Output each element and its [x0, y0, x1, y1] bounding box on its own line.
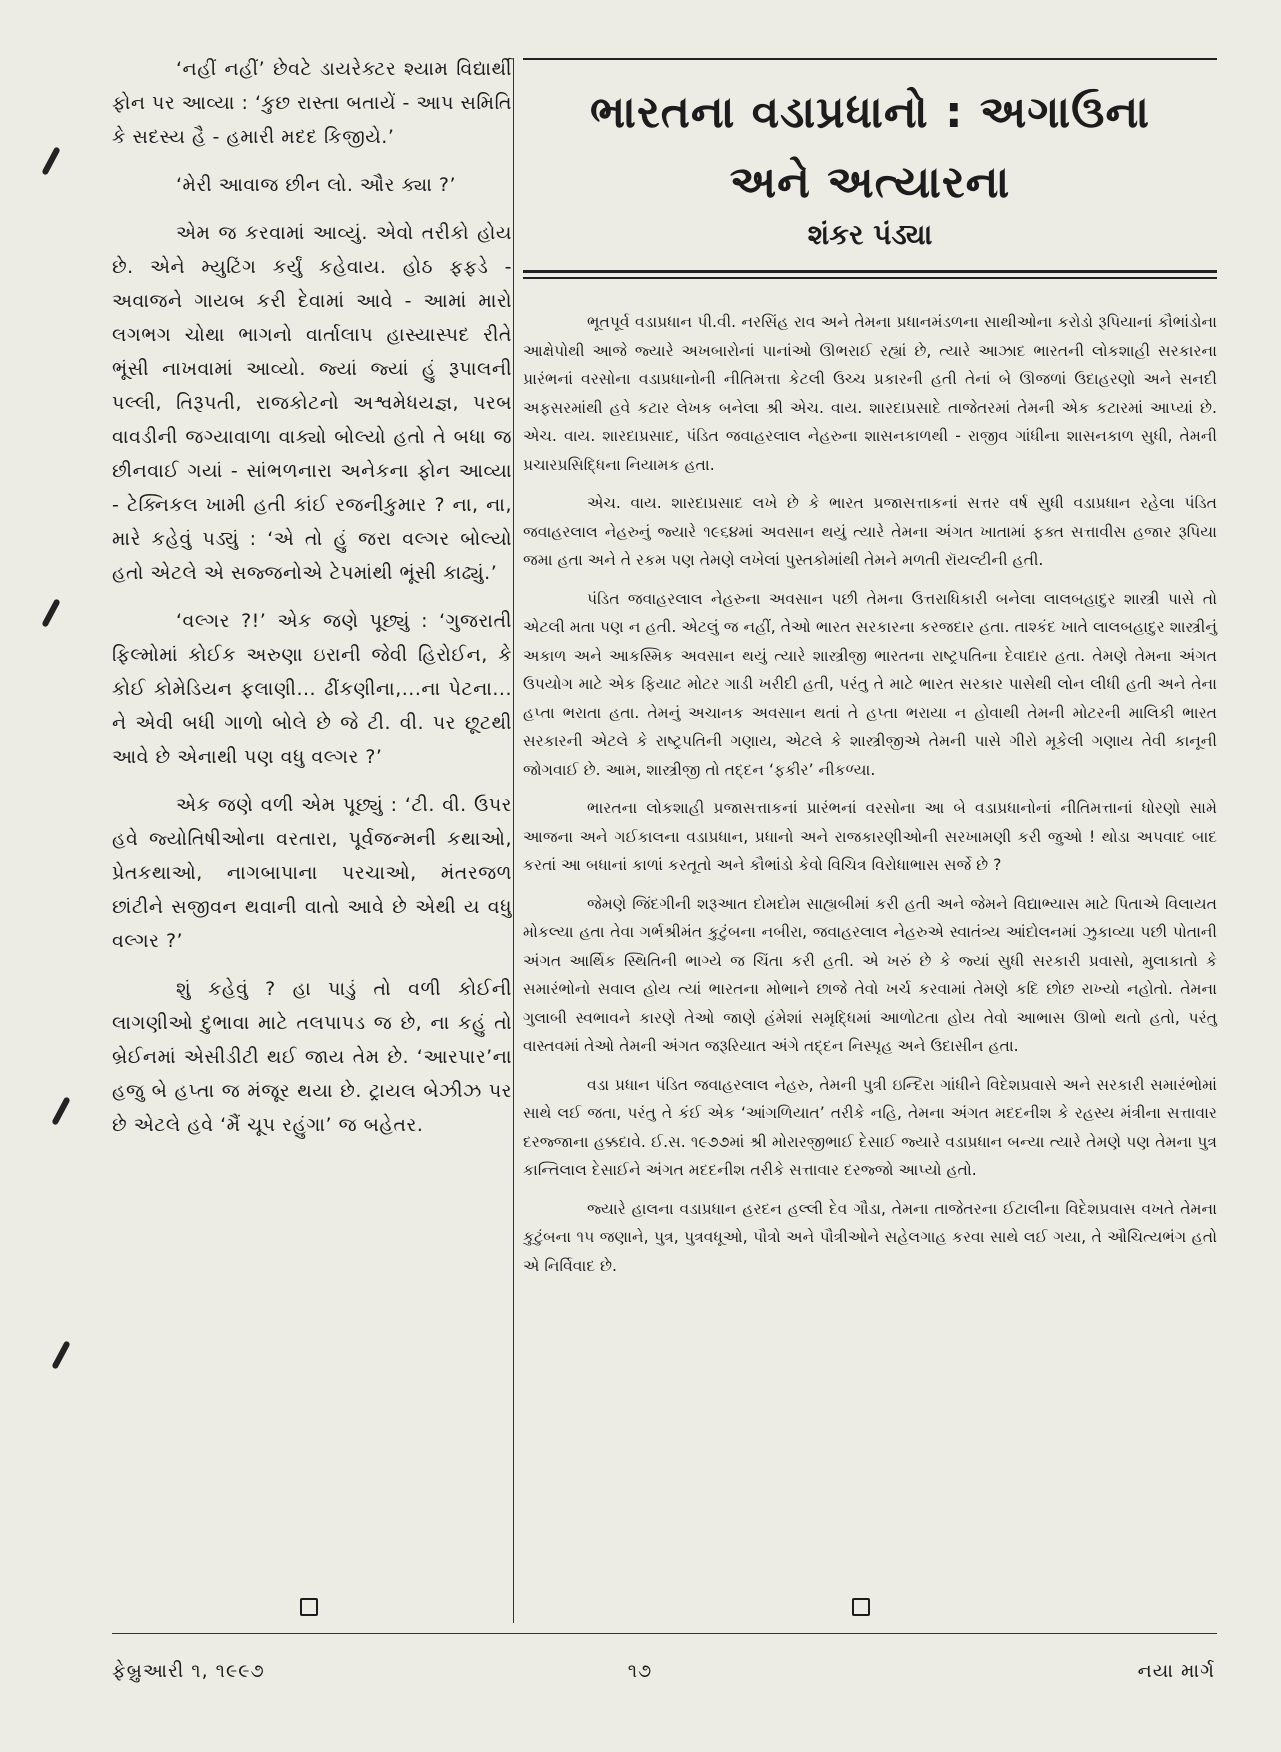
article-paragraph: એચ. વાય. શારદાપ્રસાદ લખે છે કે ભારત પ્રજાસત્તાકનાં સત્તર વર્ષ સુધી વડાપ્રધાન રહેલા પંડિત જવાહરલાલ નેહરુનું જ્યારે ૧૯૬૪માં અવસાન થયું ત્યારે તેમના અંગત ખાતામાં ફક્ત સત્તાવીસ હજાર રૂપિયા જમા હતા અને તે રકમ પણ તેમણે લખેલાં પુસ્તકોમાંથી તેમને મળતી રૉયલ્ટીની હતી.	[523, 494, 1217, 569]
article-title-line1: ભારતના વડાપ્રધાનો : અગાઉના	[589, 87, 1151, 138]
left-paragraph: એમ જ કરવામાં આવ્યું. એવો તરીકો હોય છે. એને મ્યુટિંગ કર્યું કહેવાય. હોઠ ફફડે - અવાજને ગાયબ કરી દેવામાં આવે - આમાં મારો લગભગ ચોથા ભાગનો વાર્તાલાપ હાસ્યાસ્પદ રીતે ભૂંસી નાખવામાં આવ્યો. જ્યાં જ્યાં હું રૂપાલની પલ્લી, તિરૂપતી, રાજકોટનો અશ્વમેધયજ્ઞ, પરબ વાવડીની જગ્યાવાળા વાક્યો બોલ્યો હતો તે બધા જ છીનવાઈ ગયાં - સાંભળનારા અનેકના ફોન આવ્યા - ટેક્નિકલ ખામી હતી કાંઈ રજનીકુમાર ? ના, ના, મારે કહેવું પડ્યું : ‘એ તો હું જરા વલ્ગર બોલ્યો હતો એટલે એ સજ્જનોએ ટેપમાંથી ભૂંસી કાઢ્યું.’	[112, 222, 512, 584]
left-paragraph: શું કહેવું ? હા પાડું તો વળી કોઈની લાગણીઓ દુભાવા માટે તલપાપડ જ છે, ના કહું તો બ્રેઈનમાં એસીડીટી થઈ જાય તેમ છે. ‘આરપાર’ના હજુ બે હપ્તા જ મંજૂર થયા છે. ટ્રાયલ બેઝીઝ પર છે એટલે હવે ‘મૈં ચૂપ રહુંગા’ જ બહેતર.	[112, 978, 512, 1136]
article-paragraph: જ્યારે હાલના વડાપ્રધાન હરદન હલ્લી દેવ ગૌડા, તેમના તાજેતરના ઈટાલીના વિદેશપ્રવાસ વખતે તેમના કુટુંબના ૧૫ જણાને, પુત્ર, પુત્રવધૂઓ, પૌત્રો અને પૌત્રીઓને સહેલગાહ કરવા સાથે લઈ ગયા, તે ઔચિત્યભંગ હતો એ નિર્વિવાદ છે.	[523, 1199, 1217, 1275]
left-column	[112, 52, 512, 1156]
article-title	[523, 78, 1217, 218]
margin-mark	[41, 598, 60, 627]
article-title-line2: અને અત્યારના	[729, 157, 1011, 208]
article-body	[523, 308, 1217, 1290]
left-paragraph: ‘નહીં નહીં’ છેવટે ડાયરેક્ટર શ્યામ વિદ્યાર્થી ફોન પર આવ્યા : ‘કુછ રાસ્તા બતાયેં - આપ સમિતિ કે સદસ્ય હૈ - હમારી મદદ કિજીયે.’	[112, 58, 512, 148]
publication-name: નયા માર્ગ	[1137, 1660, 1215, 1682]
footer-rule	[112, 1633, 1217, 1634]
end-of-article-mark	[300, 1598, 318, 1616]
article-paragraph: ભારતના લોકશાહી પ્રજાસત્તાકનાં પ્રારંભનાં વરસોના આ બે વડાપ્રધાનોનાં નીતિમત્તાનાં ધોરણો સામે આજના અને ગઈકાલના વડાપ્રધાન, પ્રધાનો અને રાજકારણીઓની સરખામણી કરી જુઓ ! થોડા અપવાદ બાદ કરતાં આ બધાનાં કાળાં કરતૂતો અને કૌભાંડો કેવો વિચિત્ર વિરોધાભાસ સર્જે છે ?	[523, 799, 1217, 874]
article-paragraph: જેમણે જિંદગીની શરૂઆત દોમદોમ સાહ્યબીમાં કરી હતી અને જેમને વિદ્યાભ્યાસ માટે પિતાએ વિલાયત મોકલ્યા હતા તેવા ગર્ભશ્રીમંત કુટુંબના નબીરા, જવાહરલાલ નેહરુએ સ્વાતંત્ર્ય આંદોલનમાં ઝુકાવ્યા પછી પોતાની અંગત આર્થિક સ્થિતિની ભાગ્યે જ ચિંતા કરી હતી. એ ખરું છે કે જ્યાં સુધી સરકારી પ્રવાસો, મુલાકાતો કે સમારંભોનો સવાલ હોય ત્યાં ભારતના મોભાને છાજે તેવો ખર્ચ કરવામાં તેમણે કદિ છોછ રાખ્યો નહોતો. તેમના ગુલાબી સ્વભાવને કારણે તેઓ જાણે હંમેશાં સમૃદ્ધિમાં આળોટતા હોય તેવો આભાસ ઊભો થતો હતો, પરંતુ વાસ્તવમાં તેઓ તેમની અંગત જરૂરિયાત અંગે તદ્દન નિસ્પૃહ અને ઉદાસીન હતા.	[523, 894, 1217, 1055]
title-rule-bottom	[523, 277, 1217, 279]
left-paragraph: એક જણે વળી એમ પૂછ્યું : ‘ટી. વી. ઉપર હવે જ્યોતિષીઓના વરતારા, પૂર્વજન્મની કથાઓ, પ્રેતકથાઓ, નાગબાપાના પરચાઓ, મંતરજળ છાંટીને સજીવન થવાની વાતો આવે છે એથી ય વધુ વલ્ગર ?’	[112, 794, 512, 952]
column-divider	[513, 58, 514, 1623]
title-rule-bottom	[523, 270, 1217, 273]
margin-mark	[51, 1096, 70, 1125]
article-paragraph: વડા પ્રધાન પંડિત જવાહરલાલ નેહરુ, તેમની પુત્રી ઇન્દિરા ગાંધીને વિદેશપ્રવાસે અને સરકારી સમારંભોમાં સાથે લઈ જતા, પરંતુ તે કંઈ એક ‘આંગળિયાત’ તરીકે નહિ, તેમના અંગત મદદનીશ કે રહસ્ય મંત્રીના સત્તાવાર દરજ્જાના હક્કદાવે. ઈ.સ. ૧૯૭૭માં શ્રી મોરારજીભાઈ દેસાઈ જ્યારે વડાપ્રધાન બન્યા ત્યારે તેમણે પણ તેમના પુત્ર કાન્તિલાલ દેસાઈને અંગત મદદનીશ તરીકે સત્તાવાર દરજ્જો આપ્યો હતો.	[523, 1075, 1217, 1179]
page-number: ૧૭	[627, 1660, 653, 1682]
title-rule-top	[523, 58, 1217, 60]
article-author: શંકર પંડ્યા	[807, 218, 933, 251]
article-paragraph: ભૂતપૂર્વ વડાપ્રધાન પી.વી. નરસિંહ રાવ અને તેમના પ્રધાનમંડળના સાથીઓના કરોડો રૂપિયાનાં કૌભાંડોના આક્ષેપોથી આજે જ્યારે અખબારોનાં પાનાંઓ ઊભરાઈ રહ્યાં છે, ત્યારે આઝાદ ભારતની લોકશાહી સરકારના પ્રારંભનાં વરસોના વડાપ્રધાનોની નીતિમત્તા કેટલી ઉચ્ચ પ્રકારની હતી તેનાં બે ઊજળાં ઉદાહરણો અને સનદી અફસરમાંથી હવે કટાર લેખક બનેલા શ્રી એચ. વાય. શારદાપ્રસાદે તાજેતરમાં તેમની એક કટારમાં આપ્યાં છે. એચ. વાય. શારદાપ્રસાદ, પંડિત જવાહરલાલ નેહરુના શાસનકાળથી - રાજીવ ગાંધીના શાસનકાળ સુધી, તેમની પ્રચારપ્રસિદ્ધિના નિયામક હતા.	[523, 313, 1217, 474]
left-paragraph: ‘મેરી આવાજ છીન લો. ઔર ક્યા ?’	[176, 174, 457, 196]
margin-mark	[51, 1340, 70, 1369]
margin-mark	[41, 146, 60, 175]
footer-date: ફેબ્રુઆરી ૧, ૧૯૯૭	[112, 1660, 265, 1682]
left-paragraph: ‘વલ્ગર ?!’ એક જણે પૂછ્યું : ‘ગુજરાતી ફિલ્મોમાં કોઈક અરુણા ઇરાની જેવી હિરોઈન, કે કોઈ કોમેડિયન ફલાણી... ઢીંકણીના,...ના પેટના... ને એવી બધી ગાળો બોલે છે જે ટી. વી. પર છૂટથી આવે છે એનાથી પણ વધુ વલ્ગર ?’	[112, 610, 512, 768]
end-of-article-mark	[852, 1598, 870, 1616]
article-paragraph: પંડિત જવાહરલાલ નેહરુના અવસાન પછી તેમના ઉત્તરાધિકારી બનેલા લાલબહાદુર શાસ્ત્રી પાસે તો એટલી મતા પણ ન હતી. એટલું જ નહીં, તેઓ ભારત સરકારના કરજદાર હતા. તાશ્કંદ ખાતે લાલબહાદુર શાસ્ત્રીનું અકાળ અને આકસ્મિક અવસાન થયું ત્યારે શાસ્ત્રીજી ભારતના રાષ્ટ્રપતિના દેવાદાર હતા. તેમણે તેમના અંગત ઉપયોગ માટે એક ફિયાટ મોટર ગાડી ખરીદી હતી, પરંતુ તે માટે ભારત સરકાર પાસેથી લોન લીધી હતી અને તેના હપ્તા ભરાતા હતા. તેમનું અચાનક અવસાન થતાં તે હપ્તા ભરાયા ન હોવાથી તેમની મોટરની માલિકી ભારત સરકારની એટલે કે રાષ્ટ્રપતિની ગણાય, એટલે કે શાસ્ત્રીજીએ તેમની પાસે ગીરો મૂકેલી ગણાય તેવી કાનૂની જોગવાઈ છે. આમ, શાસ્ત્રીજી તો તદ્દન ‘ફકીર’ નીકળ્યા.	[523, 589, 1217, 779]
